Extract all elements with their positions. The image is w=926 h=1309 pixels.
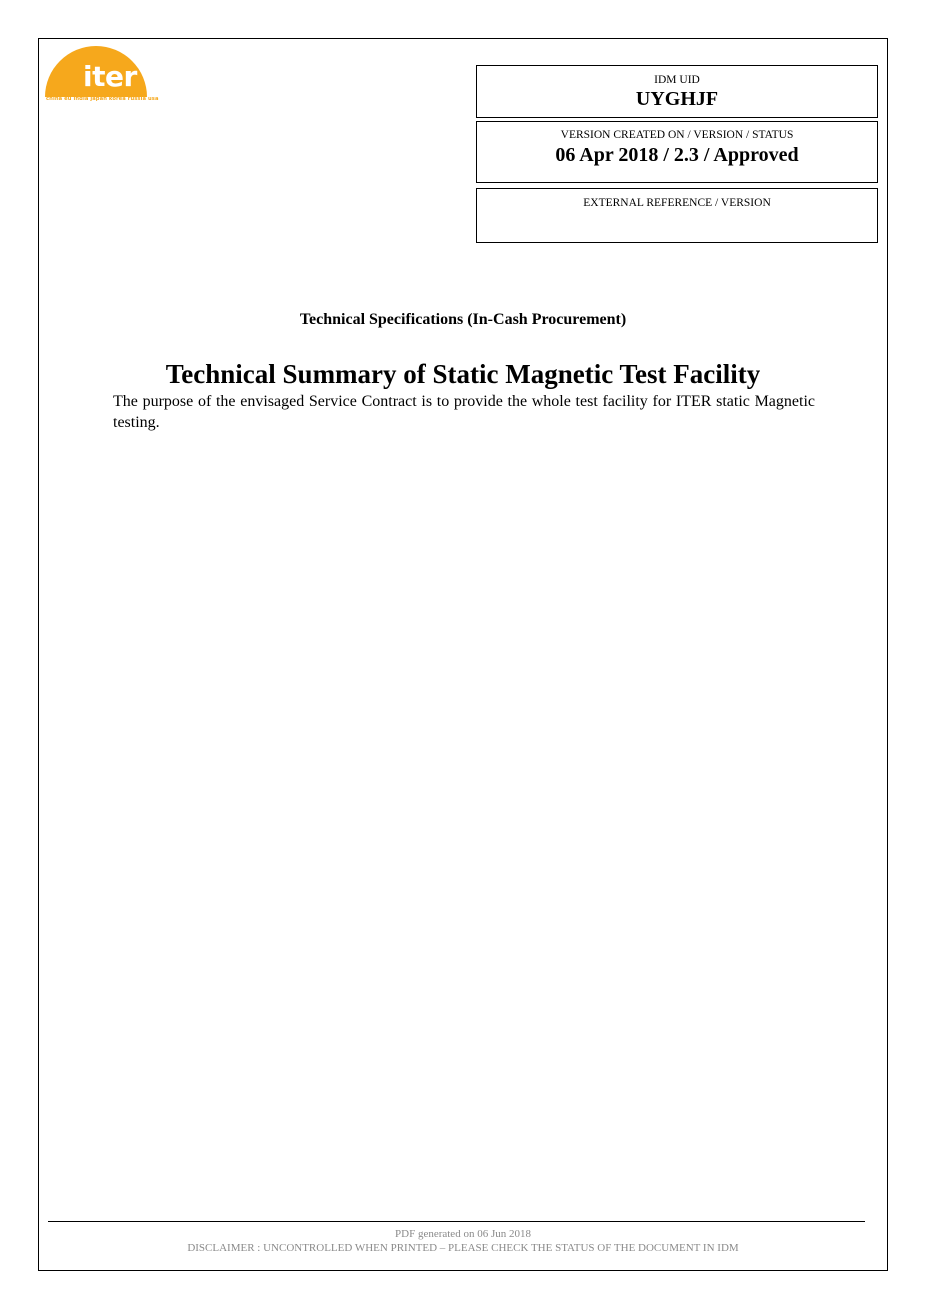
- external-reference-box: [476, 188, 878, 243]
- idm-uid-label: IDM UID: [654, 74, 700, 86]
- footer-divider: [48, 1221, 865, 1222]
- logo-word: iter: [83, 60, 137, 93]
- document-title: Technical Summary of Static Magnetic Test Facility: [165, 359, 761, 389]
- version-label: VERSION CREATED ON / VERSION / STATUS: [560, 129, 794, 141]
- external-reference-label: EXTERNAL REFERENCE / VERSION: [583, 197, 771, 209]
- idm-uid-box: [476, 65, 878, 118]
- idm-uid-value: UYGHJF: [635, 88, 719, 110]
- document-summary: The purpose of the envisaged Service Contract is to provide the whole test facility for ITER static Magnetic testing.: [113, 393, 815, 431]
- footer-generated: PDF generated on 06 Jun 2018: [395, 1228, 531, 1240]
- iter-logo: [45, 41, 185, 107]
- logo-tagline: china eu india japan korea russia usa: [46, 96, 159, 102]
- version-box: [476, 121, 878, 183]
- footer: [38, 1227, 888, 1255]
- footer-disclaimer: DISCLAIMER : UNCONTROLLED WHEN PRINTED – PLEASE CHECK THE STATUS OF THE DOCUMENT IN IDM: [187, 1242, 739, 1254]
- document-type: Technical Specifications (In-Cash Procurement): [299, 311, 627, 328]
- version-value: 06 Apr 2018 / 2.3 / Approved: [555, 144, 799, 166]
